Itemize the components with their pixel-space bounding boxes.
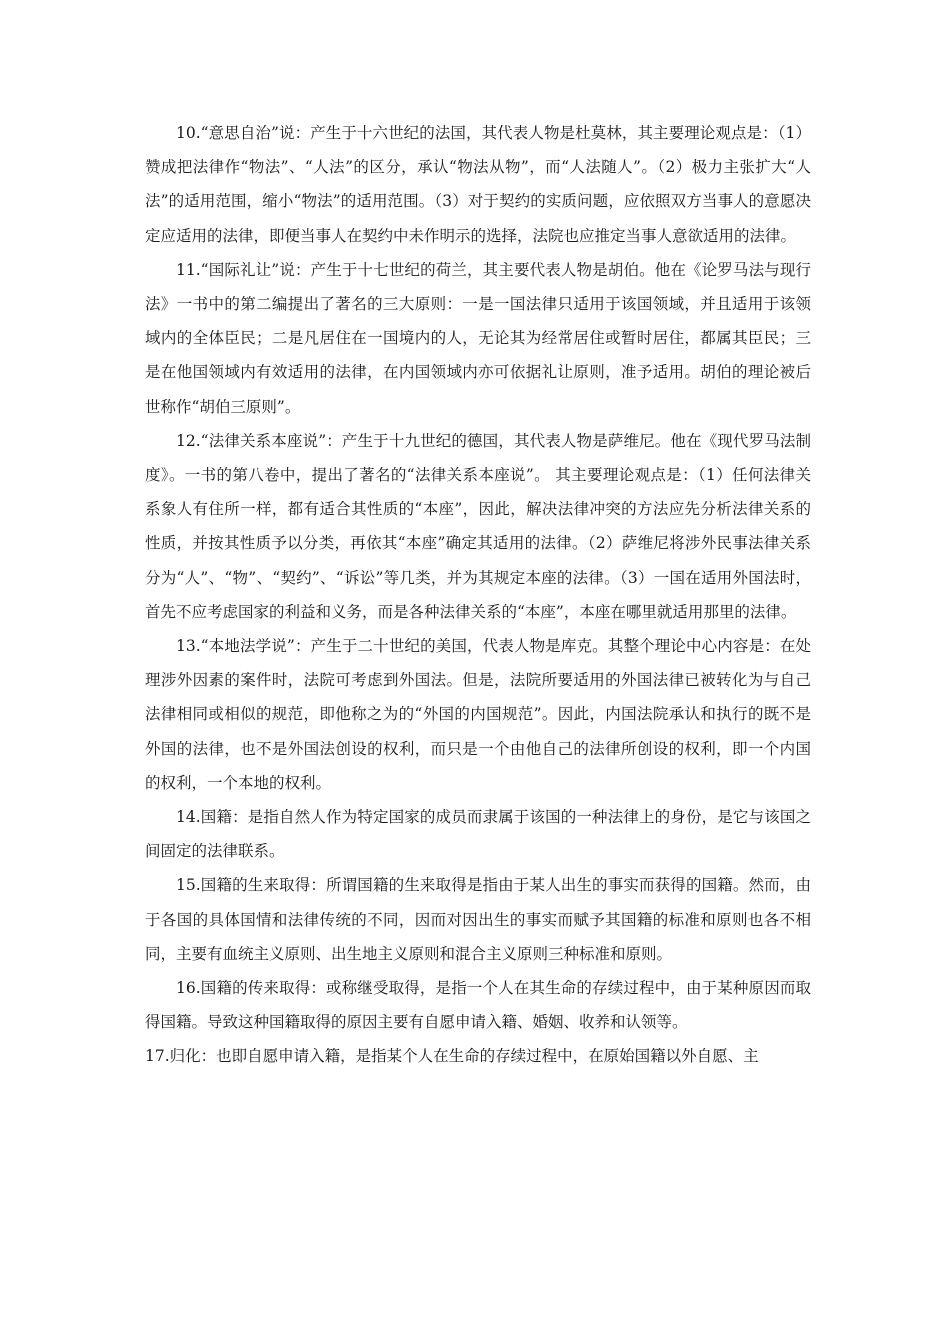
paragraph-yisi-zizhi: 10.“意思自治”说：产生于十六世纪的法国，其代表人物是杜莫林，其主要理论观点是：（1）赞成把法律作“物法”、“人法”的区分，承认“物法从物”，而“人法随人”。（2）极力主张扩大“人法”的适用范围，缩小“物法”的适用范围。（3）对于契约的实质问题，应依照双方当事人的意愿决定应适用的法律，即便当事人在契约中未作明示的选择，法院也应推定当事人意欲适用的法律。 [145, 124, 811, 245]
paragraph-chuanlai-qude: 16.国籍的传来取得：或称继受取得，是指一个人在其生命的存续过程中，由于某种原因而取得国籍。导致这种国籍取得的原因主要有自愿申请入籍、婚姻、收养和认领等。 [145, 979, 811, 1032]
paragraph-bendi-faxue: 13.“本地法学说”：产生于二十世纪的美国，代表人物是库克。其整个理论中心内容是：在处理涉外因素的案件时，法院可考虑到外国法。但是，法院所要适用的外国法律已被转化为与自己法律相同或相似的规范，即他称之为的“外国的内国规范”。因此，内国法院承认和执行的既不是外国的法律，也不是外国法创设的权利，而只是一个由他自己的法律所创设的权利，即一个内国的权利，一个本地的权利。 [145, 637, 811, 792]
paragraph-guoji-lirang: 11.“国际礼让”说：产生于十七世纪的荷兰，其主要代表人物是胡伯。他在《论罗马法与现行法》一书中的第二编提出了著名的三大原则：一是一国法律只适用于该国领域，并且适用于该领域内的全体臣民；二是凡居住在一国境内的人，无论其为经常居住或暂时居住，都属其臣民；三是在他国领域内有效适用的法律，在内国领域内亦可依据礼让原则，准予适用。胡伯的理论被后世称作“胡伯三原则”。 [145, 260, 811, 416]
paragraph-guihua: 17.归化：也即自愿申请入籍，是指某个人在生命的存续过程中，在原始国籍以外自愿、主 [145, 1047, 759, 1066]
paragraph-shenglai-qude: 15.国籍的生来取得：所谓国籍的生来取得是指由于某人出生的事实而获得的国籍。然而，由于各国的具体国情和法律传统的不同，因而对因出生的事实而赋予其国籍的标准和原则也各不相同，主要有血统主义原则、出生地主义原则和混合主义原则三种标准和原则。 [145, 876, 811, 963]
paragraph-guoji: 14.国籍：是指自然人作为特定国家的成员而隶属于该国的一种法律上的身份，是它与该国之间固定的法律联系。 [145, 808, 811, 861]
document-page [145, 116, 811, 1074]
paragraph-falv-guanxi-benzuo: 12.“法律关系本座说”：产生于十九世纪的德国，其代表人物是萨维尼。他在《现代罗马法制度》。一书的第八卷中，提出了著名的“法律关系本座说”。 其主要理论观点是：（1）任何法律关系象人有住所一样，都有适合其性质的“本座”，因此，解决法律冲突的方法应先分析法律关系的性质，并按其性质予以分类，再依其“本座”确定其适用的法律。（2）萨维尼将涉外民事法律关系分为“人”、“物”、“契约”、“诉讼”等几类，并为其规定本座的法律。（3）一国在适用外国法时，首先不应考虑国家的利益和义务，而是各种法律关系的“本座”，本座在哪里就适用那里的法律。 [145, 431, 811, 621]
